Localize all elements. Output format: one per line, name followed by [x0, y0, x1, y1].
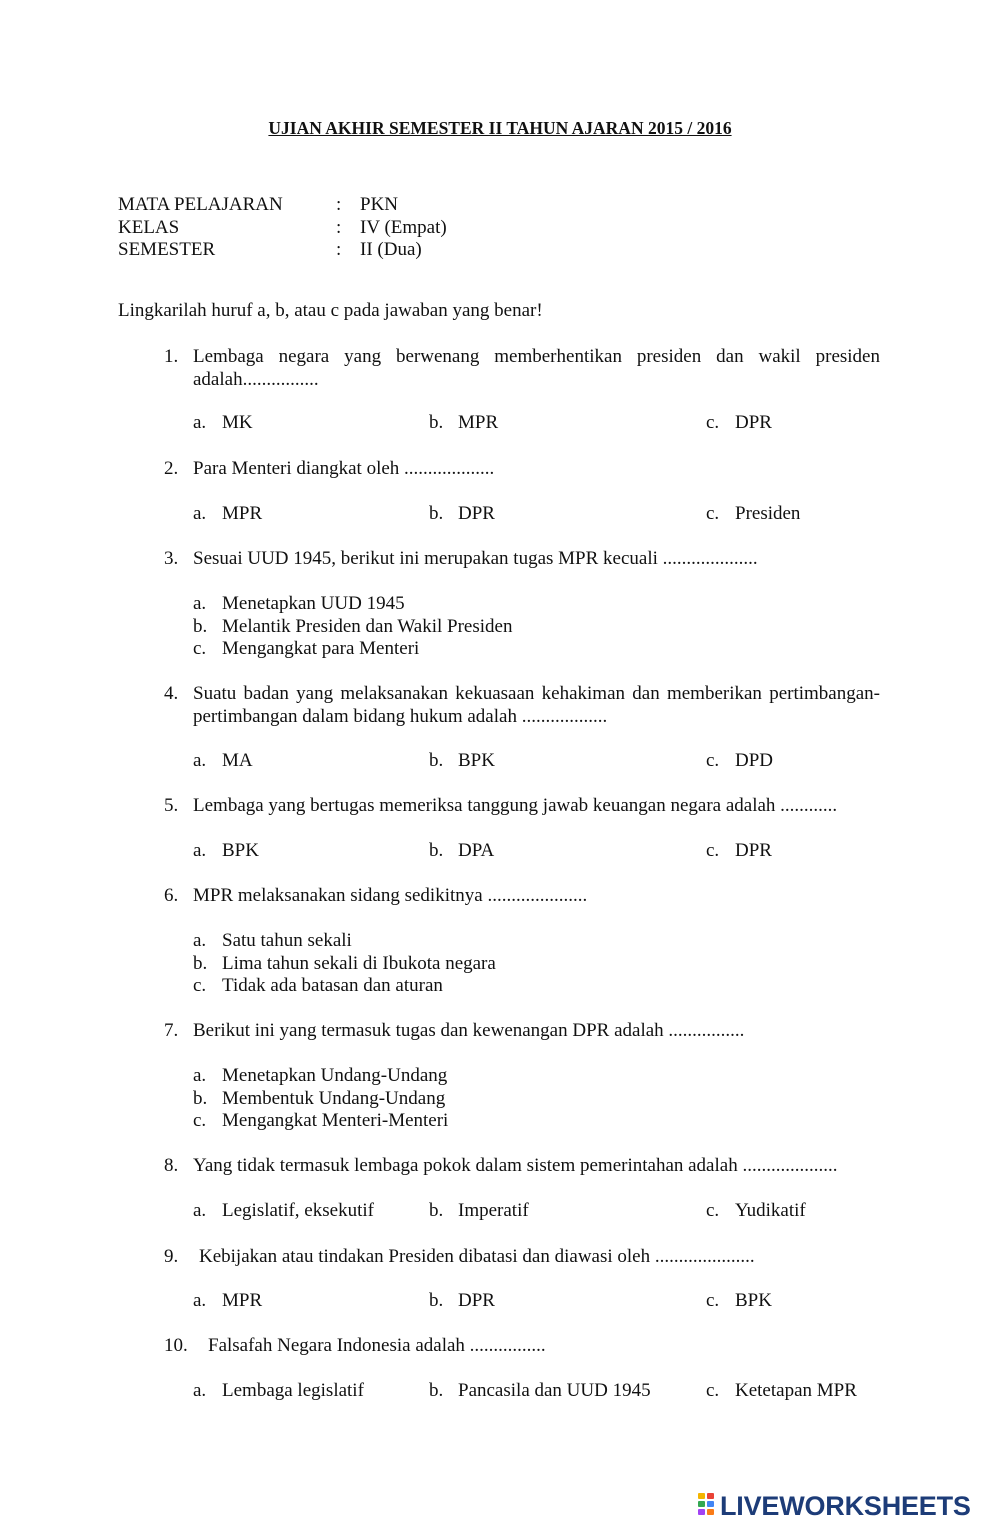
option-text: DPR	[458, 503, 495, 524]
option-text: BPK	[222, 840, 259, 861]
option-letter: c.	[193, 638, 207, 659]
question-number: 7.	[164, 1020, 179, 1041]
question-2-options	[193, 503, 893, 527]
option-a[interactable]	[193, 1200, 374, 1222]
info-label: MATA PELAJARAN	[118, 194, 283, 215]
option-letter: b.	[429, 1200, 444, 1221]
question-number: 4.	[164, 683, 179, 704]
option-c[interactable]	[706, 1200, 806, 1222]
info-separator: :	[336, 216, 342, 238]
question-text: Suatu badan yang melaksanakan kekuasaan kehakiman dan memberikan pertimbangan-pertimbangan dalam bidang hukum adalah ..................	[193, 683, 880, 727]
page-title: UJIAN AKHIR SEMESTER II TAHUN AJARAN 2015 / 2016	[268, 118, 732, 138]
question-number: 3.	[164, 548, 179, 569]
option-text: Lima tahun sekali di Ibukota negara	[222, 952, 496, 974]
option-b[interactable]	[193, 1088, 448, 1111]
option-text: Imperatif	[458, 1200, 529, 1221]
option-letter: a.	[193, 750, 207, 771]
option-text: Pancasila dan UUD 1945	[458, 1380, 651, 1401]
info-value: PKN	[360, 194, 399, 215]
option-a[interactable]	[193, 750, 253, 772]
option-text: Tidak ada batasan dan aturan	[222, 975, 443, 996]
option-text: MPR	[222, 503, 263, 524]
question-text: Falsafah Negara Indonesia adalah ................	[208, 1335, 546, 1356]
question-6	[164, 885, 880, 908]
option-c[interactable]	[706, 840, 772, 862]
option-text: MPR	[458, 412, 499, 433]
option-a[interactable]	[193, 1290, 262, 1312]
option-letter: b.	[429, 503, 444, 524]
question-text: Lembaga yang bertugas memeriksa tanggung jawab keuangan negara adalah ............	[193, 795, 838, 816]
question-2	[164, 458, 880, 481]
question-6-options	[193, 930, 496, 998]
option-b[interactable]	[193, 616, 512, 639]
option-text: Lembaga legislatif	[222, 1380, 364, 1401]
option-a[interactable]	[193, 412, 253, 434]
option-letter: a.	[193, 1065, 207, 1086]
option-c[interactable]	[706, 503, 800, 525]
option-c[interactable]	[706, 750, 773, 772]
option-letter: c.	[193, 975, 207, 996]
question-1	[164, 346, 880, 391]
option-letter: a.	[193, 840, 207, 861]
option-b[interactable]	[429, 840, 494, 862]
option-letter: a.	[193, 1200, 207, 1221]
option-c[interactable]	[706, 412, 772, 434]
option-b[interactable]	[429, 412, 498, 434]
info-label: KELAS	[118, 216, 180, 238]
option-text: Mengangkat Menteri-Menteri	[222, 1110, 449, 1131]
option-a[interactable]	[193, 503, 262, 525]
question-9	[164, 1246, 880, 1269]
option-letter: c.	[706, 503, 720, 524]
option-text: Membentuk Undang-Undang	[222, 1087, 446, 1109]
question-number: 10.	[164, 1335, 188, 1356]
option-b[interactable]	[429, 1380, 651, 1402]
question-text: Kebijakan atau tindakan Presiden dibatasi dan diawasi oleh .....................	[199, 1246, 755, 1267]
option-b[interactable]	[429, 503, 495, 525]
option-a[interactable]	[193, 930, 496, 953]
liveworksheets-logo[interactable]	[698, 1490, 971, 1522]
option-b[interactable]	[429, 1290, 495, 1312]
info-separator: :	[336, 239, 342, 260]
logo-text: LIVEWORKSHEETS	[720, 1490, 971, 1521]
option-letter: a.	[193, 1380, 207, 1401]
question-number: 1.	[164, 346, 179, 367]
question-9-options	[193, 1290, 893, 1314]
option-letter: c.	[706, 1200, 720, 1221]
option-text: DPA	[458, 840, 495, 861]
question-4-options	[193, 750, 893, 774]
option-b[interactable]	[193, 953, 496, 976]
question-text: Sesuai UUD 1945, berikut ini merupakan tugas MPR kecuali ....................	[193, 548, 758, 569]
option-a[interactable]	[193, 593, 512, 616]
question-10	[164, 1335, 880, 1358]
question-number: 5.	[164, 795, 179, 816]
option-letter: b.	[429, 412, 444, 433]
option-text: MK	[222, 412, 253, 433]
option-text: Legislatif, eksekutif	[222, 1200, 374, 1221]
question-7	[164, 1020, 880, 1043]
option-letter: a.	[193, 1290, 207, 1311]
option-text: Mengangkat para Menteri	[222, 638, 420, 659]
question-4	[164, 683, 880, 728]
option-c[interactable]	[706, 1290, 772, 1312]
liveworksheets-logo-icon	[698, 1492, 716, 1520]
option-letter: b.	[429, 1290, 444, 1311]
option-a[interactable]	[193, 1380, 364, 1402]
option-letter: c.	[193, 1110, 207, 1131]
question-10-options	[193, 1380, 893, 1404]
question-3-options	[193, 593, 512, 661]
option-text: Yudikatif	[735, 1200, 806, 1221]
question-text: Para Menteri diangkat oleh ...................	[193, 458, 495, 479]
option-c[interactable]	[193, 975, 496, 998]
option-text: DPR	[458, 1290, 495, 1311]
question-text: Lembaga negara yang berwenang memberhentikan presiden dan wakil presiden adalah................	[193, 346, 880, 390]
question-number: 6.	[164, 885, 179, 906]
option-letter: b.	[429, 750, 444, 771]
option-text: BPK	[735, 1290, 772, 1311]
option-letter: c.	[706, 1290, 720, 1311]
option-letter: a.	[193, 593, 207, 614]
question-3	[164, 548, 880, 571]
option-text: BPK	[458, 750, 495, 771]
option-text: Menetapkan Undang-Undang	[222, 1065, 448, 1086]
option-text: MPR	[222, 1290, 263, 1311]
question-8	[164, 1155, 880, 1178]
option-letter: c.	[706, 840, 720, 861]
option-c[interactable]	[706, 1380, 857, 1402]
option-text: DPR	[735, 412, 772, 433]
option-letter: b.	[193, 952, 208, 974]
instruction-text: Lingkarilah huruf a, b, atau c pada jawaban yang benar!	[118, 300, 543, 321]
option-text: DPR	[735, 840, 772, 861]
option-letter: b.	[193, 615, 208, 637]
option-letter: c.	[706, 750, 720, 771]
question-5	[164, 795, 880, 818]
option-c[interactable]	[193, 638, 512, 661]
option-text: DPD	[735, 750, 774, 771]
option-b[interactable]	[429, 750, 495, 772]
option-letter: a.	[193, 930, 207, 951]
question-number: 2.	[164, 458, 179, 479]
question-text: Berikut ini yang termasuk tugas dan kewenangan DPR adalah ................	[193, 1020, 745, 1041]
info-label: SEMESTER	[118, 239, 216, 260]
question-7-options	[193, 1065, 448, 1133]
info-value: II (Dua)	[360, 239, 422, 260]
option-letter: b.	[193, 1087, 208, 1109]
option-text: Menetapkan UUD 1945	[222, 593, 405, 614]
option-a[interactable]	[193, 840, 259, 862]
question-text: Yang tidak termasuk lembaga pokok dalam sistem pemerintahan adalah ....................	[193, 1155, 838, 1176]
option-text: MA	[222, 750, 253, 771]
question-number: 8.	[164, 1155, 179, 1176]
info-value: IV (Empat)	[360, 216, 447, 238]
question-number: 9.	[164, 1246, 179, 1267]
option-b[interactable]	[429, 1200, 529, 1222]
option-text: Presiden	[735, 503, 801, 524]
option-a[interactable]	[193, 1065, 448, 1088]
question-5-options	[193, 840, 893, 864]
option-text: Ketetapan MPR	[735, 1380, 857, 1401]
option-letter: c.	[706, 1380, 720, 1401]
question-8-options	[193, 1200, 893, 1224]
option-letter: a.	[193, 503, 207, 524]
option-c[interactable]	[193, 1110, 448, 1133]
option-letter: b.	[429, 840, 444, 861]
option-text: Melantik Presiden dan Wakil Presiden	[222, 615, 513, 637]
question-text: MPR melaksanakan sidang sedikitnya .....................	[193, 885, 588, 906]
option-text: Satu tahun sekali	[222, 930, 352, 951]
question-1-options	[193, 412, 893, 436]
option-letter: b.	[429, 1380, 444, 1401]
option-letter: c.	[706, 412, 720, 433]
info-separator: :	[336, 194, 342, 215]
option-letter: a.	[193, 412, 207, 433]
